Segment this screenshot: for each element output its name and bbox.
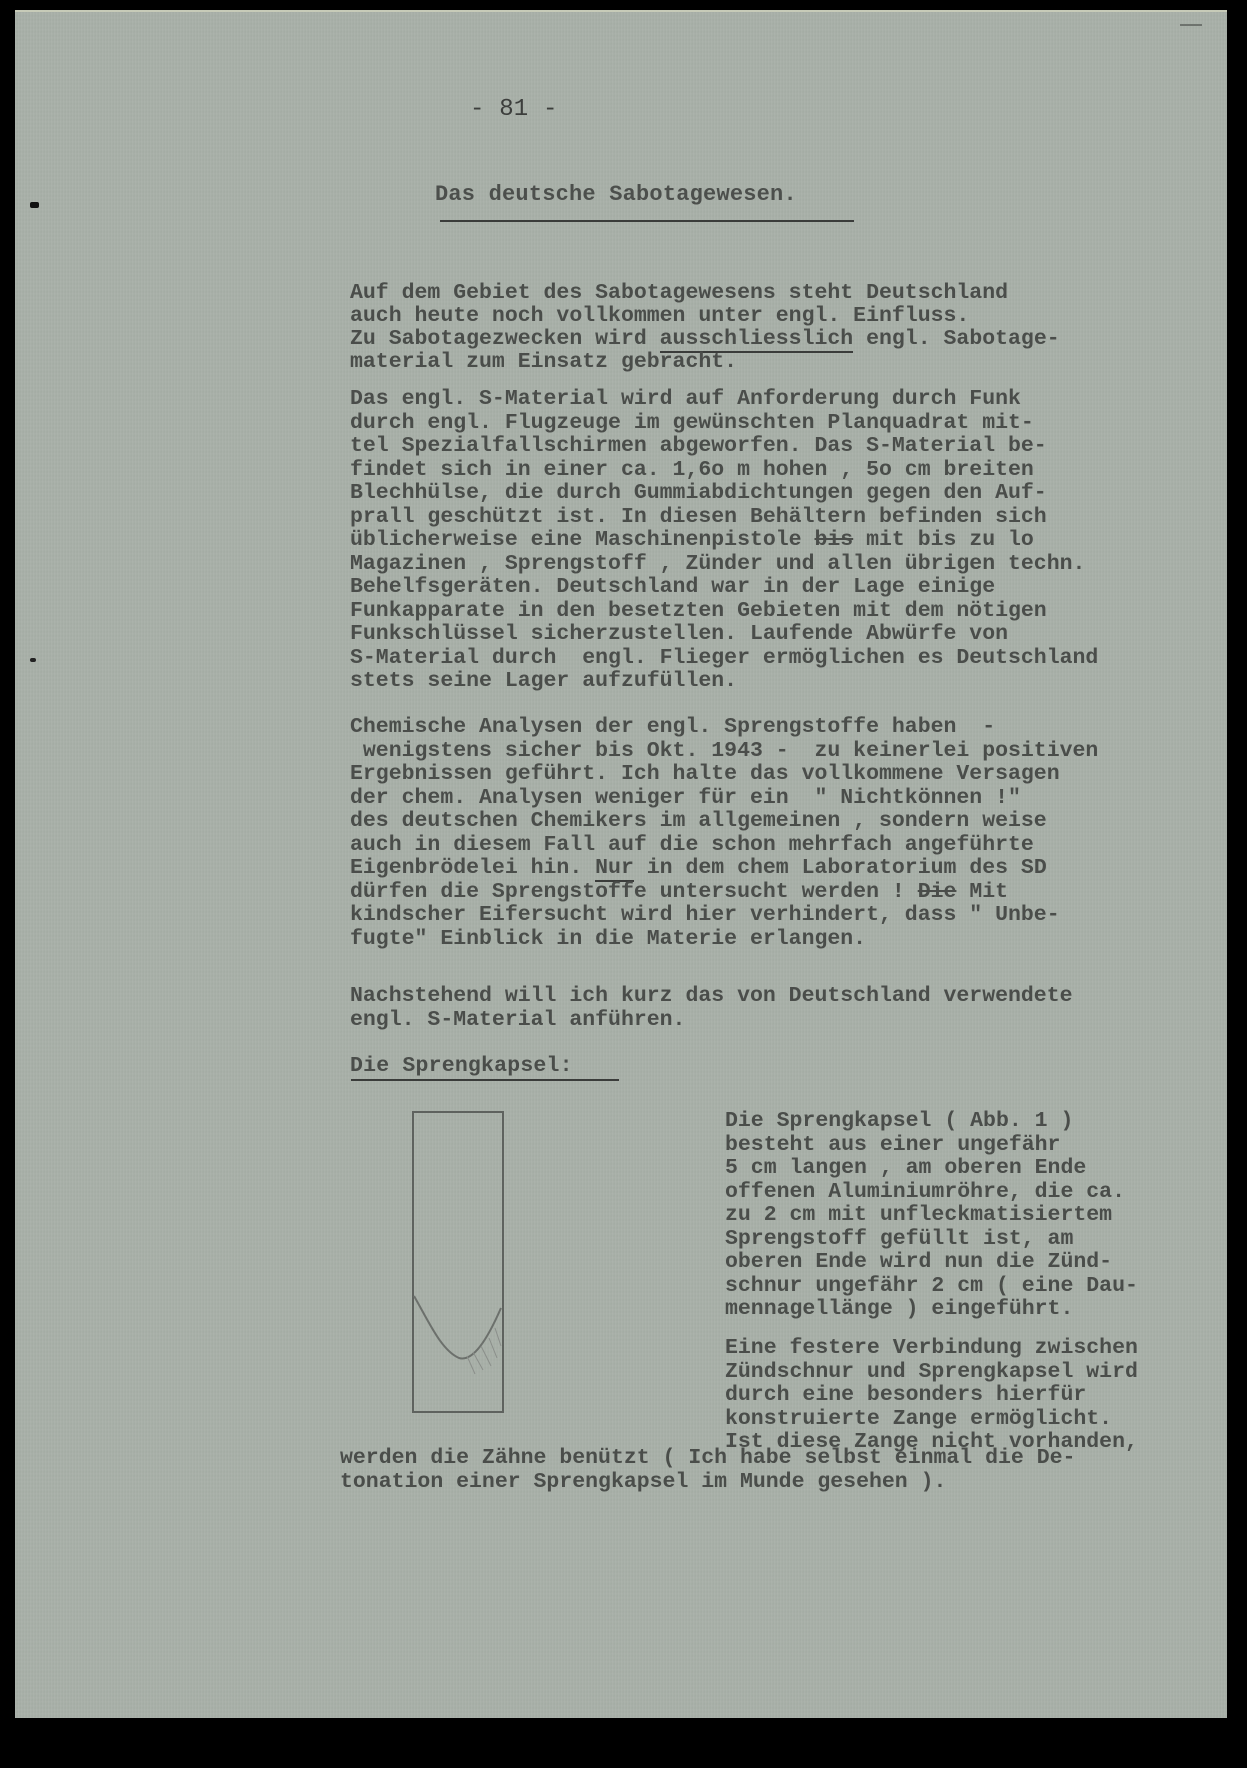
text-line: engl. S-Material anführen. [350,1007,686,1032]
text-line: besteht aus einer ungefähr [725,1132,1061,1157]
text-line: findet sich in einer ca. 1,6o m hohen , 5o cm breiten [350,457,1034,482]
text-line: Das engl. S-Material wird auf Anforderung durch Funk [350,387,1021,411]
text-line: durch eine besonders hierfür [725,1383,1087,1407]
text-line: Ergebnissen geführt. Ich halte das vollkommene Versagen [350,762,1060,786]
text-line: tel Spezialfallschirmen abgeworfen. Das S-Material be- [350,434,1047,458]
paragraph-connection [725,1337,1215,1457]
text-segment: engl. Sabotage- [853,327,1060,351]
text-line: S-Material durch engl. Flieger ermöglichen es Deutschland [350,645,1099,670]
scan-artifact [1180,24,1202,26]
text-line: konstruierte Zange ermöglicht. [725,1406,1113,1431]
text-segment: Mit [956,879,1009,904]
struck-word: bis [814,528,854,552]
text-line: Funkschlüssel sicherzustellen. Laufende Abwürfe von [350,622,1009,646]
text-line [350,529,1034,553]
title-underline [440,220,854,222]
paragraph-intro [350,282,1210,382]
text-line: der chem. Analysen weniger für ein " Nichtkönnen !" [350,785,1021,810]
page-number: - 81 - [470,96,558,123]
text-line: schnur ungefähr 2 cm ( eine Dau- [725,1273,1138,1298]
text-line: auch in diesem Fall auf die schon mehrfach angeführte [350,832,1034,857]
text-line: kindscher Eifersucht wird hier verhindert, dass " Unbe- [350,903,1060,927]
text-line: material zum Einsatz gebracht. [350,350,738,374]
text-line: Zündschnur und Sprengkapsel wird [725,1359,1138,1384]
paragraph-chemical-analyses [350,715,1210,951]
text-line: prall geschützt ist. In diesen Behältern befinden sich [350,504,1047,529]
struck-word: Die [917,879,957,904]
sprengkapsel-sketch [411,1100,511,1420]
text-line [350,881,1008,905]
text-line: Auf dem Gebiet des Sabotagewesens steht Deutschland [350,281,1009,305]
page-title: Das deutsche Sabotagewesen. [435,182,797,207]
text-line: werden die Zähne benützt ( Ich habe selbst einmal die De- [340,1446,1076,1470]
text-line: Ist diese Zange nicht vorhanden, [725,1430,1138,1454]
text-line: auch heute noch vollkommen unter engl. Einfluss. [350,304,970,328]
text-line: Blechhülse, die durch Gummiabdichtungen gegen den Auf- [350,481,1047,505]
section-heading: Die Sprengkapsel: [350,1054,573,1078]
text-line: zu 2 cm mit unfleckmatisiertem [725,1203,1113,1227]
text-line: 5 cm langen , am oberen Ende [725,1156,1087,1180]
text-line: Nachstehend will ich kurz das von Deutschland verwendete [350,984,1073,1008]
text-segment: Zu Sabotagezwecken wird [350,327,660,351]
underlined-word: Nur [595,856,634,880]
text-line: Eine festere Verbindung zwischen [725,1336,1138,1360]
scanned-page [15,10,1227,1718]
underlined-word: ausschliesslich [659,327,854,351]
text-line: Sprengstoff gefüllt ist, am [725,1226,1074,1251]
text-line: Chemische Analysen der engl. Sprengstoffe haben - [350,715,996,739]
text-line: durch engl. Flugzeuge im gewünschten Planquadrat mit- [350,410,1034,435]
text-line: offenen Aluminiumröhre, die ca. [725,1179,1125,1204]
text-line: mennagellänge ) eingeführt. [725,1297,1074,1321]
text-line: Behelfsgeräten. Deutschland war in der Lage einige [350,575,996,599]
text-line: stets seine Lager aufzufüllen. [350,669,738,693]
text-segment: mit bis zu lo [853,528,1034,552]
paragraph-transition [350,985,1210,1035]
text-line: oberen Ende wird nun die Zünd- [725,1250,1113,1274]
text-segment: dürfen die Sprengstoffe untersucht werden ! [350,879,918,904]
text-segment: in dem chem Laboratorium des SD [633,856,1047,880]
paragraph-sprengkapsel-description [725,1110,1215,1320]
section-underline [351,1079,619,1081]
text-line: wenigstens sicher bis Okt. 1943 - zu keinerlei positiven [350,738,1099,763]
text-segment: üblicherweise eine Maschinenpistole [350,528,815,552]
punch-mark [30,202,39,208]
text-line [350,328,1060,352]
text-segment: Eigenbrödelei hin. [350,856,596,880]
text-line: des deutschen Chemikers im allgemeinen , sondern weise [350,809,1047,833]
text-line [350,857,1047,881]
paragraph-s-material [350,388,1210,708]
paragraph-teeth [340,1447,1220,1497]
text-line: tonation einer Sprengkapsel im Munde gesehen ). [340,1469,947,1494]
punch-mark [30,658,36,662]
text-line: Die Sprengkapsel ( Abb. 1 ) [725,1109,1074,1133]
text-line: fugte" Einblick in die Materie erlangen. [350,926,867,951]
text-line: Magazinen , Sprengstoff , Zünder und allen übrigen techn. [350,551,1086,576]
text-line: Funkapparate in den besetzten Gebieten mit dem nötigen [350,598,1047,623]
